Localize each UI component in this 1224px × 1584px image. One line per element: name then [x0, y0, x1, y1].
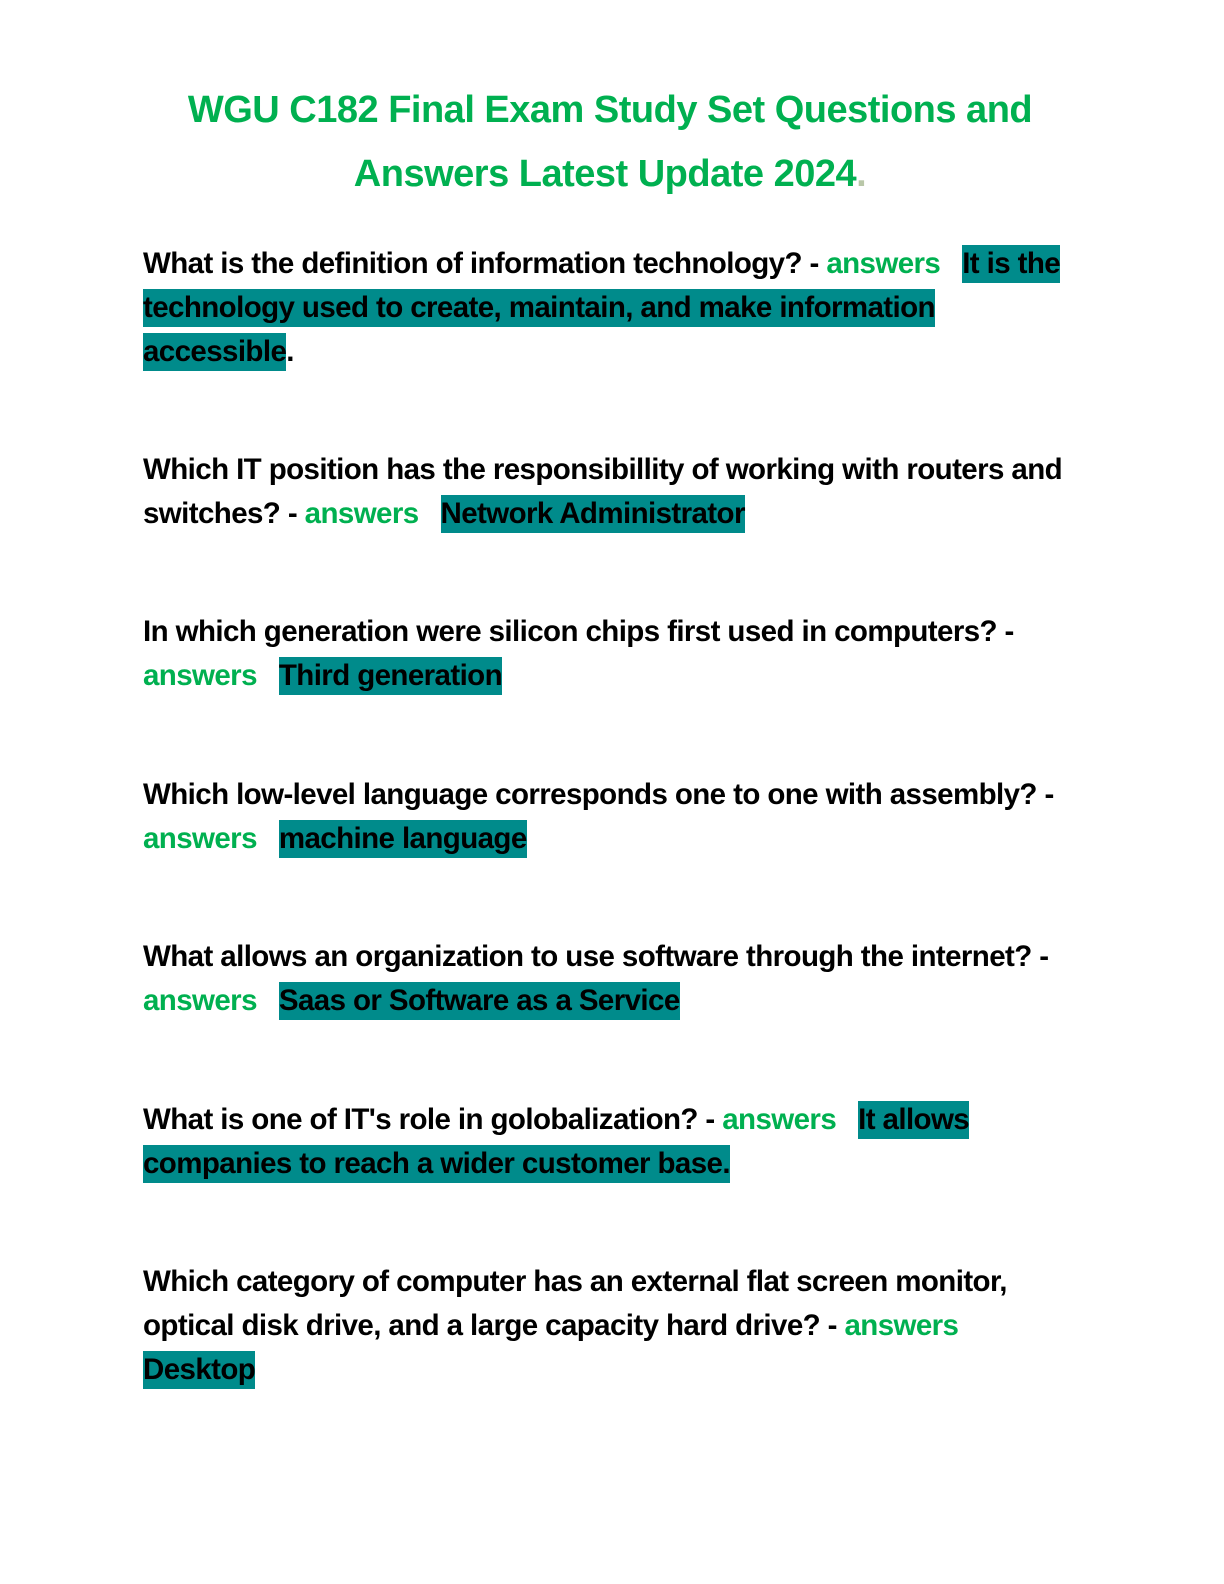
question-text: What is one of IT's role in golobalization? [143, 1103, 698, 1136]
qa-item-1 [143, 242, 1088, 374]
answer-label: answers [143, 659, 257, 692]
document-title [130, 78, 1090, 206]
title-trailing-dot: . [856, 153, 867, 195]
qa-item-5 [143, 935, 1088, 1023]
title-line-2-text: Answers Latest Update 2024 [353, 153, 857, 195]
title-line-1: WGU C182 Final Exam Study Set Questions and [187, 89, 1033, 131]
qa-item-2 [143, 448, 1088, 536]
answer-highlight: It is the technology used to create, maintain, and make information accessible [143, 245, 1060, 371]
question-text: Which category of computer has an external flat screen monitor, optical disk drive, and a large capacity hard drive? [143, 1265, 1007, 1342]
separator: - [1036, 778, 1054, 811]
answer-label: answers [722, 1103, 837, 1136]
separator: - [697, 1103, 723, 1136]
answer-suffix: . [286, 335, 294, 368]
answer-highlight: Saas or Software as a Service [279, 982, 680, 1020]
answer-highlight: Third generation [279, 657, 502, 695]
question-text: Which low-level language corresponds one to one with assembly? [143, 778, 1037, 811]
qa-item-7 [143, 1260, 1088, 1392]
answer-label: answers [844, 1309, 959, 1342]
question-text: In which generation were silicon chips first used in computers? [143, 615, 997, 648]
qa-item-4 [143, 773, 1088, 861]
answer-label: answers [143, 984, 257, 1017]
answer-label: answers [304, 497, 419, 530]
answer-highlight: It allows companies to reach a wider customer base. [143, 1101, 969, 1183]
answer-highlight: machine language [279, 820, 527, 858]
title-line-2 [130, 142, 1090, 206]
question-text: What allows an organization to use software through the internet? [143, 940, 1032, 973]
qa-item-6 [143, 1098, 1088, 1186]
answer-highlight: Network Administrator [441, 495, 745, 533]
qa-item-3 [143, 610, 1088, 698]
answer-label: answers [143, 822, 257, 855]
separator: - [996, 615, 1014, 648]
question-text: What is the definition of information technology? [143, 247, 802, 280]
separator: - [1031, 940, 1049, 973]
answer-label: answers [826, 247, 941, 280]
answer-highlight: Desktop [143, 1351, 255, 1389]
question-text: Which IT position has the responsibillity of working with routers and switches? [143, 453, 1063, 530]
separator: - [801, 247, 827, 280]
separator: - [280, 497, 305, 530]
separator: - [820, 1309, 845, 1342]
